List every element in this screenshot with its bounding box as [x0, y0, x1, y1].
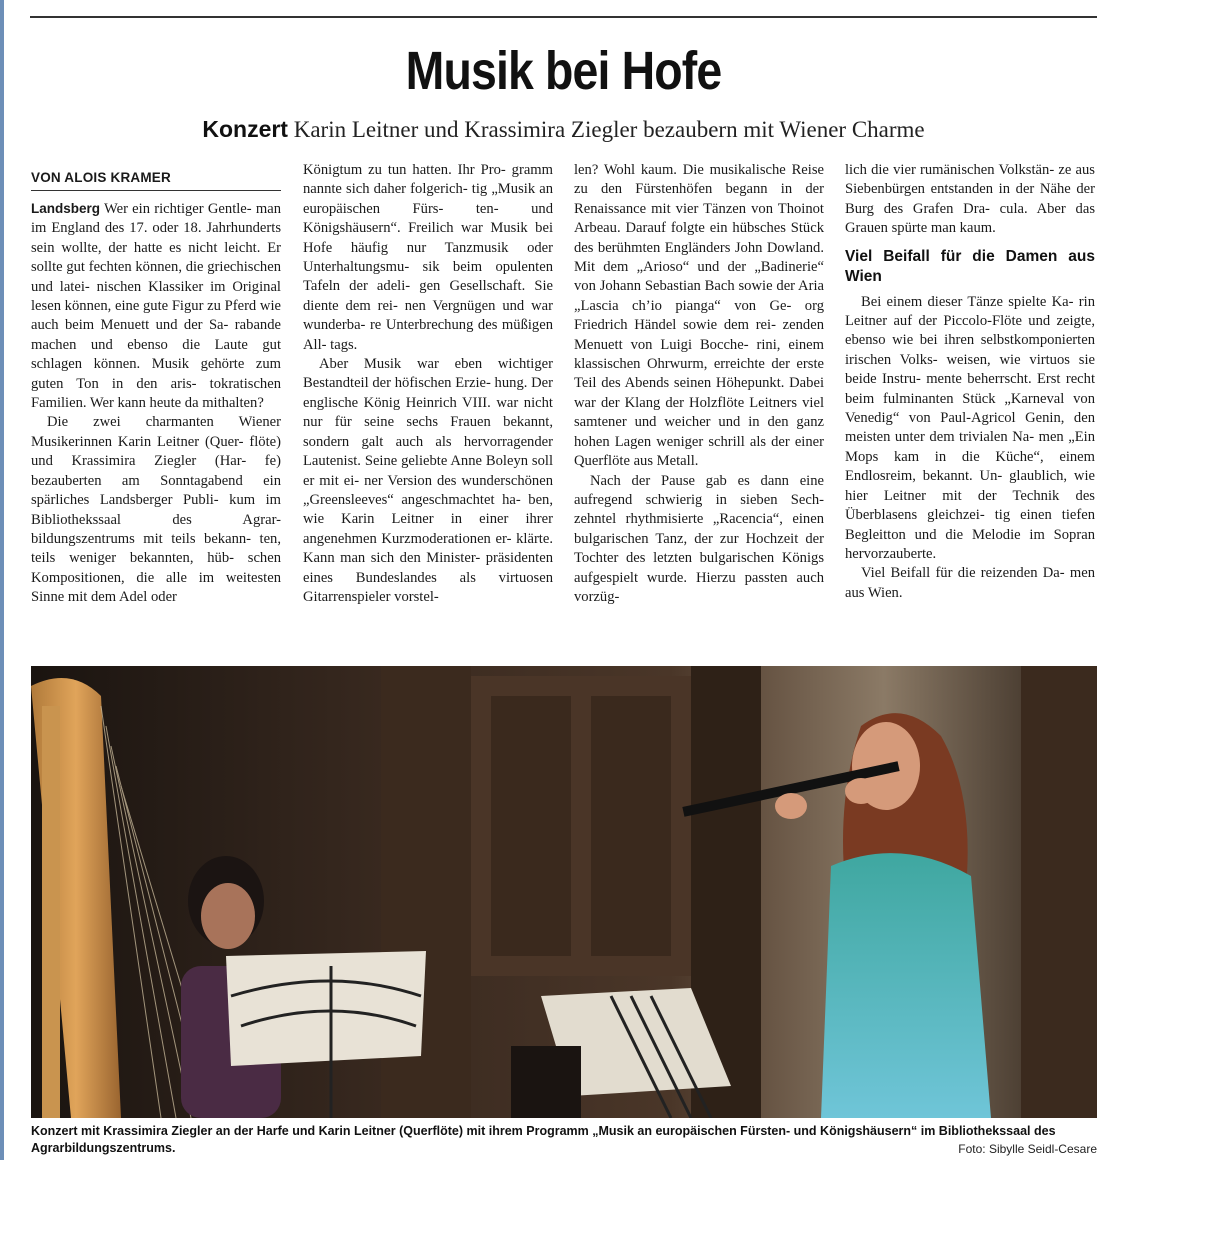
paragraph: Die zwei charmanten Wiener Musikerinnen Karin Leitner (Quer- flöte) und Krassimira Ziegler (Har- fe) bezauberten am Sonntagabend ein spärliches Landsberger Publi- kum im Bibliothekssaal des Agrar- bildungszentrums mit teils bekann- ten, teils weniger bekannten, hüb- schen Kompositionen, die alle im weitesten Sinne mit dem Adel oder — [31, 414, 281, 606]
headline: Musik bei Hofe — [405, 41, 722, 101]
lead-paragraph — [31, 199, 281, 413]
paragraph: lich die vier rumänischen Volkstän- ze aus Siebenbürgen entstanden in der Nähe der Burg des Grafen Dra- cula. Aber das Grauen spürte man kaum. — [845, 162, 1095, 237]
paragraph: len? Wohl kaum. Die musikalische Reise zu den Fürstenhöfen begann in der Renaissance mit vier Tänzen von Thoinot Arbeau. Darauf folgte ein hübsches Stück des berühmten Engländers John Dowland. Mit dem „Arioso“ und der „Badinerie“ von Johann Sebastian Bach sowie der Aria „Lascia ch’io pianga“ von Ge- org Friedrich Händel sowie dem rei- zenden Menuett von Luigi Bocche- rini, einem klassischen Ohrwurm, erreichte der erste Teil des Abends seinen Höhepunkt. Dabei war der Klang der Holzflöte Leitners viel samtener und weicher und in den ganz hohen Lagen weniger schrill als der einer Querflöte aus Metall. — [574, 162, 824, 470]
subheadline — [30, 114, 1097, 145]
column-3 — [574, 161, 824, 607]
paragraph: Nach der Pause gab es dann eine aufregend schwierig in sieben Sech- zehntel rhythmisierte „Racencia“, einen bulgarischen Tanz, der zur Hochzeit der Tochter des letzten bulgarischen Königs aufgespielt wurde. Hierzu passten auch vorzüg- — [574, 472, 824, 605]
paragraph: Aber Musik war eben wichtiger Bestandteil der höfischen Erzie- hung. Der englische König Heinrich VIII. war nicht nur für seine sechs Frauen bekannt, sondern galt auch als hervorragender Lautenist. Seine geliebte Anne Boleyn soll er mit ei- ner Version des wunderschönen „Greensleeves“ angeschmachtet ha- ben, wie Karin Leitner in einer ihrer angenehmen Kurzmoderationen er- klärte. Kann man sich den Minister- präsidenten eines Bundeslandes als virtuosen Gitarrenspieler vorstel- — [303, 356, 553, 605]
page-edge — [0, 0, 4, 1160]
paragraph: Königtum zu tun hatten. Ihr Pro- gramm nannte sich daher folgerich- tig „Musik an europäischen Fürs- ten- und Königshäusern“. Freilich war Musik bei Hofe häufig nur Tanzmusik oder Unterhaltungsmu- sik beim opulenten Tafeln der adeli- gen Gesellschaft. Sie diente dem rei- nen Vergnügen und war wunderba- re Unterbrechung des müßigen All- tags. — [303, 162, 553, 353]
paragraph: Viel Beifall für die reizenden Da- men aus Wien. — [845, 565, 1095, 601]
paragraph: Bei einem dieser Tänze spielte Ka- rin Leitner auf der Piccolo-Flöte und zeigte, ebenso wie bei ihren selbstkomponierten irischen Volks- weisen, wie virtuos sie beide Instru- mente beherrscht. Erst recht beim fulminanten Stück „Karneval von Venedig“ von Paul-Agricol Genin, den meisten unter dem trivialen Na- men „Ein Mops kam in die Küche“, einem Endlosreim, bekannt. Un- glaublich, wie hier Leitner mit der Technik des Überblasens gleichzei- tig einen tiefen Begleitton und die Melodie im Sopran hervorzauberte. — [845, 293, 1095, 562]
column-2 — [303, 161, 553, 607]
kicker: Konzert — [202, 116, 288, 142]
dateline: Landsberg — [31, 201, 101, 216]
concert-photo — [31, 666, 1097, 1118]
column-1 — [31, 161, 281, 608]
top-rule — [30, 16, 1097, 18]
section-subhead: Viel Beifall für die Damen aus Wien — [845, 247, 1095, 285]
concert-photo-illustration — [31, 666, 1097, 1118]
paragraph-text: Wer ein richtiger Gentle- man im England des 17. oder 18. Jahrhunderts sein wollte, der hatte es nicht leicht. Er sollte gut fechten können, die griechischen und latei- nischen Klassiker im Original lesen können, eine gute Figur zu Pferd wie auch beim Menuett und der Sa- rabande machen und ebenso die Laute gut schlagen können. Musik gehörte zum guten Ton in den aris- tokratischen Familien. Wer kann heute da mithalten? — [31, 201, 281, 412]
photo-caption: Konzert mit Krassimira Ziegler an der Harfe und Karin Leitner (Querflöte) mit ihrem Programm „Musik an europäischen Fürsten- und Königshäusern“ im Bibliothekssaal des Agrarbildungszentrums. — [31, 1124, 1056, 1155]
photo-credit: Foto: Sibylle Seidl-Cesare — [958, 1142, 1097, 1156]
byline: VON ALOIS KRAMER — [31, 159, 281, 191]
column-4 — [845, 161, 1095, 603]
subtitle: Karin Leitner und Krassimira Ziegler bezaubern mit Wiener Charme — [293, 117, 925, 142]
